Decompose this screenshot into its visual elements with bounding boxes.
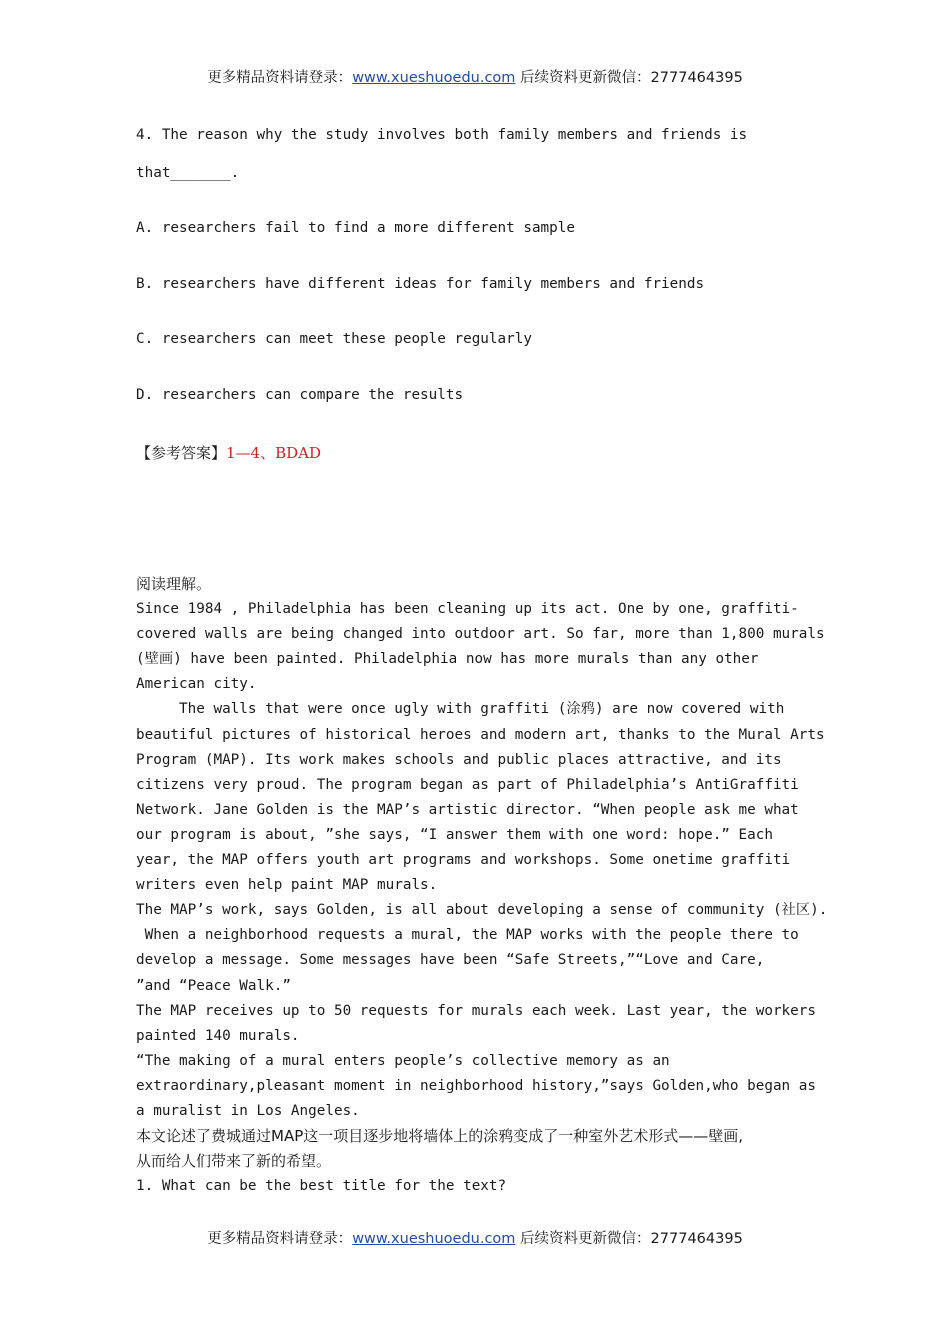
option-d: D. researchers can compare the results — [136, 387, 464, 403]
page-footer — [0, 1227, 950, 1248]
answer-value: 1—4、BDAD — [226, 444, 322, 462]
reading-line: beautiful pictures of historical heroes and modern art, thanks to the Mural Arts — [136, 726, 825, 743]
option-b: B. researchers have different ideas for family members and friends — [136, 276, 705, 292]
reading-line: The walls that were once ugly with graffiti (涂鸦) are now covered with — [136, 701, 785, 718]
option-c: C. researchers can meet these people regularly — [136, 331, 532, 347]
header-prefix: 更多精品资料请登录： — [207, 70, 353, 86]
reading-line: The MAP’s work, says Golden, is all about developing a sense of community (社区). — [136, 902, 828, 919]
reading-line: a muralist in Los Angeles. — [136, 1102, 360, 1119]
reading-line: 1. What can be the best title for the text? — [136, 1178, 507, 1195]
reading-line: year, the MAP offers youth art programs and workshops. Some onetime graffiti — [136, 852, 791, 869]
reading-line: “The making of a mural enters people’s collective memory as an — [136, 1052, 670, 1069]
footer-suffix: 后续资料更新微信：2777464395 — [515, 1231, 743, 1247]
reading-line: 本文论述了费城通过MAP这一项目逐步地将墙体上的涂鸦变成了一种室外艺术形式——壁画, — [136, 1127, 744, 1146]
header-link[interactable]: www.xueshuoedu.com — [352, 70, 516, 86]
header-suffix: 后续资料更新微信：2777464395 — [515, 70, 743, 86]
reading-line: Network. Jane Golden is the MAP’s artistic director. “When people ask me what — [136, 801, 799, 818]
reading-line: writers even help paint MAP murals. — [136, 877, 438, 894]
reading-line: Since 1984 , Philadelphia has been cleaning up its act. One by one, graffiti- — [136, 601, 799, 618]
reading-line: extraordinary,pleasant moment in neighborhood history,”says Golden,who began as — [136, 1077, 816, 1094]
option-a: A. researchers fail to find a more different sample — [136, 220, 575, 236]
reading-line: covered walls are being changed into outdoor art. So far, more than 1,800 murals — [136, 626, 825, 643]
reading-line: painted 140 murals. — [136, 1027, 300, 1044]
footer-prefix: 更多精品资料请登录： — [207, 1231, 353, 1247]
reading-line: Program (MAP). Its work makes schools and public places attractive, and its — [136, 751, 782, 768]
reading-line: 从而给人们带来了新的希望。 — [136, 1152, 332, 1171]
reading-line: develop a message. Some messages have been “Safe Streets,”“Love and Care, — [136, 952, 765, 969]
reading-line: (壁画) have been painted. Philadelphia now has more murals than any other — [136, 651, 759, 668]
answer-label: 【参考答案】 — [136, 444, 227, 462]
footer-link[interactable]: www.xueshuoedu.com — [352, 1231, 516, 1247]
answer-key — [136, 442, 321, 463]
reading-line: our program is about, ”she says, “I answer them with one word: hope.” Each — [136, 826, 773, 843]
reading-line: citizens very proud. The program began as part of Philadelphia’s AntiGraffiti — [136, 776, 799, 793]
reading-line: 阅读理解。 — [136, 575, 212, 593]
reading-line: American city. — [136, 676, 257, 693]
question4-stem-line1: 4. The reason why the study involves both family members and friends is — [136, 127, 748, 143]
page-header — [0, 66, 950, 87]
reading-line: ”and “Peace Walk.” — [136, 977, 291, 994]
reading-line: The MAP receives up to 50 requests for murals each week. Last year, the workers — [136, 1002, 816, 1019]
reading-passage — [136, 572, 826, 1199]
question4-stem-line2: that_______. — [136, 165, 240, 181]
reading-line: When a neighborhood requests a mural, the MAP works with the people there to — [136, 927, 799, 944]
